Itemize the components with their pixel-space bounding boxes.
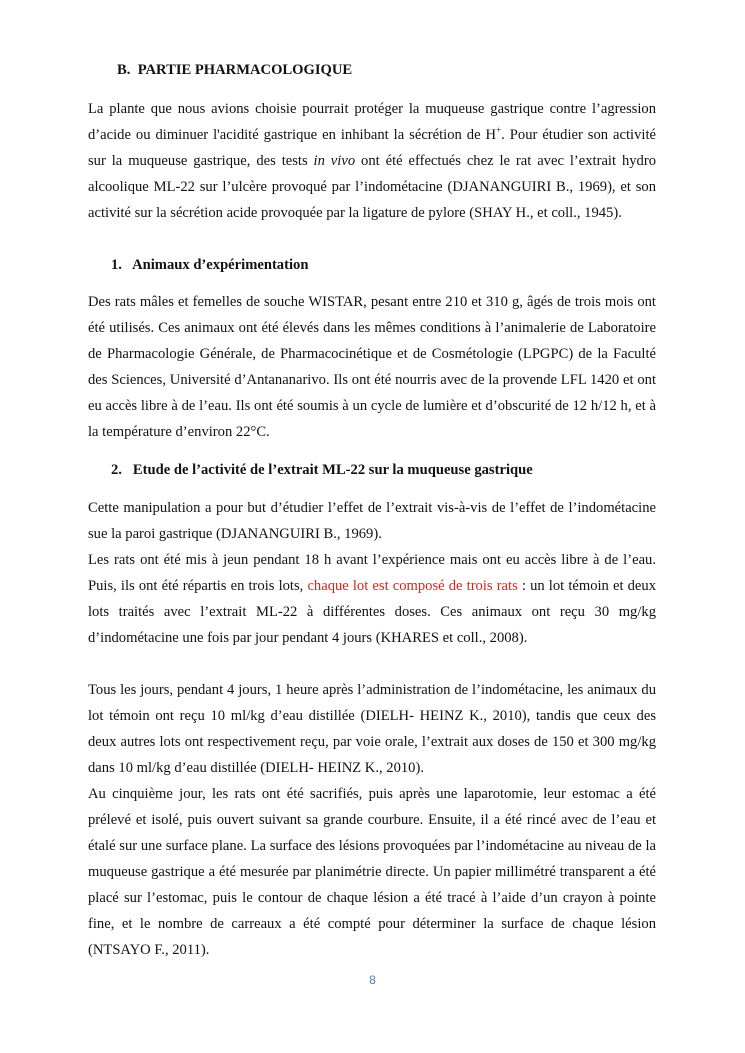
study-paragraph-2 [88, 547, 656, 651]
intro-italic: in vivo [313, 153, 356, 169]
animals-text: Des rats mâles et femelles de souche WISTAR, pesant entre 210 et 310 g, âgés de trois mois ont été utilisés. Ces animaux ont été élevés dans les mêmes conditions à l’animalerie de Laboratoire de Pharmacologie Générale, de Pharmacocinétique et de Cosmétologie (LPGPC) de la Faculté des Sciences, Université d’Antananarivo. Ils ont été nourris avec de la provende LFL 1420 et ont eu accès libre à de l’eau. Ils ont été soumis à un cycle de lumière et d’obscurité de 12 h/12 h, et à la température d’environ 22°C. [88, 294, 656, 440]
section-b-heading [117, 62, 352, 79]
intro-text-1: La plante que nous avions choisie pourrait protéger la muqueuse gastrique contre l’agression d’acide ou diminuer l'acidité gastrique en inhibant la sécrétion de H [88, 101, 656, 143]
heading-animaux [111, 257, 308, 274]
study-paragraph-3: Tous les jours, pendant 4 jours, 1 heure après l’administration de l’indométacine, les animaux du lot témoin ont reçu 10 ml/kg d’eau distillée (DIELH- HEINZ K., 2010), tandis que ceux des deux autres lots ont respectivement reçu, par voie orale, l’extrait aux doses de 150 et 300 mg/kg dans 10 ml/kg d’eau distillée (DIELH- HEINZ K., 2010). [88, 682, 656, 776]
heading-2-number: 2. [111, 462, 122, 478]
section-b-letter: B. [117, 62, 131, 78]
study-paragraph-4: Au cinquième jour, les rats ont été sacrifiés, puis après une laparotomie, leur estomac a été prélevé et isolé, puis ouvert suivant sa grande courbure. Ensuite, il a été rincé avec de l’eau et étalé sur une surface plane. La surface des lésions provoquées par l’indométacine au niveau de la muqueuse gastrique a été mesurée par planimétrie directe. Un papier millimétré transparent a été placé sur l’estomac, puis le contour de chaque lésion a été tracé à l’aide d’un crayon à pointe fine, et le nombre de carreaux a été compté pour déterminer la surface de chaque lésion (NTSAYO F., 2011). [88, 786, 656, 958]
study-block [88, 495, 656, 651]
study-block-2 [88, 677, 656, 963]
heading-1-title: Animaux d’expérimentation [132, 257, 309, 273]
study-p2-text-2: : un lot témoin et deux lots traités avec l’extrait ML-22 à différentes doses. Ces animaux ont reçu 30 mg/kg d’indométacine une fois par jour pendant 4 jours (KHARES et coll., 2008). [88, 578, 656, 646]
highlighted-red-text: chaque lot est composé de trois rats [307, 578, 518, 594]
study-p2-text-1: Les rats ont été mis à jeun pendant 18 h avant l’expérience mais ont eu accès libre à de l’eau. Puis, ils ont été répartis en trois lots, [88, 552, 656, 594]
heading-1-number: 1. [111, 257, 122, 273]
section-b-title: PARTIE PHARMACOLOGIQUE [137, 62, 353, 78]
intro-text-2: . Pour étudier son activité sur la muqueuse gastrique, des tests [88, 127, 656, 169]
study-paragraph-1: Cette manipulation a pour but d’étudier l’effet de l’extrait vis-à-vis de l’effet de l’indométacine sue la paroi gastrique (DJANANGUIRI B., 1969). [88, 500, 656, 542]
heading-2-title: Etude de l’activité de l’extrait ML-22 sur la muqueuse gastrique [132, 462, 533, 478]
intro-paragraph [88, 96, 656, 226]
intro-text-3: ont été effectués chez le rat avec l’extrait hydro alcoolique ML-22 sur l’ulcère provoqué par l’indométacine (DJANANGUIRI B., 1969), et son activité sur la sécrétion acide provoquée par la ligature de pylore (SHAY H., et coll., 1945). [88, 153, 656, 221]
intro-sup: + [496, 125, 502, 136]
page-number: 8 [369, 973, 376, 987]
heading-etude [111, 462, 533, 479]
animals-paragraph [88, 289, 656, 445]
